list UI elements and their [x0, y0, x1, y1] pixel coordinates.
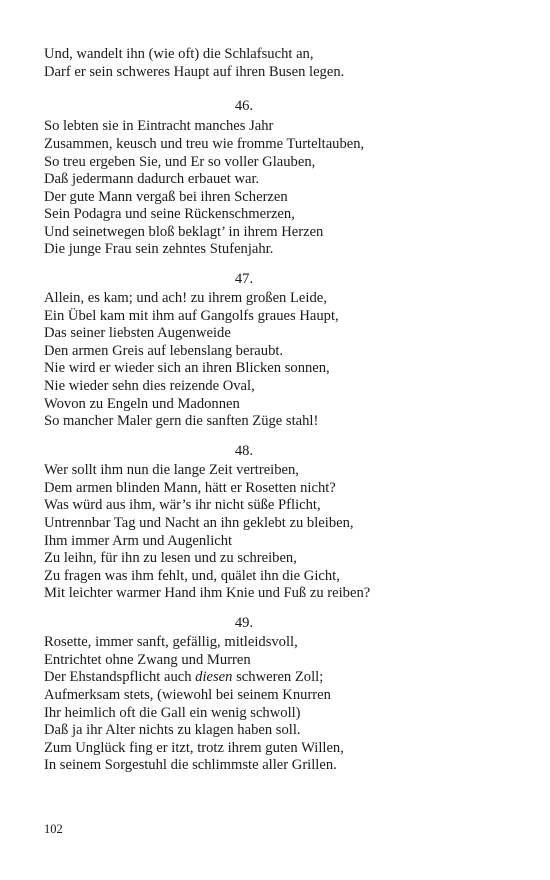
stanza-48-line-7: Zu fragen was ihm fehlt, und, quälet ihn die Gicht,: [44, 568, 340, 584]
stanza-46-line-2: Zusammen, keusch und treu wie fromme Turteltauben,: [44, 136, 365, 152]
stanza-47-line-7: Wovon zu Engeln und Madonnen: [44, 396, 240, 412]
stanza-47-line-1: Allein, es kam; und ach! zu ihrem großen Leide,: [44, 290, 327, 306]
stanza-49-line-5: Ihr heimlich oft die Gall ein wenig schwoll): [44, 705, 301, 721]
stanza-47-line-6: Nie wieder sehn dies reizende Oval,: [44, 378, 255, 394]
stanza-46-line-7: Und seinetwegen bloß beklagt’ in ihrem Herzen: [44, 224, 324, 240]
stanza-47-line-3: Das seiner liebsten Augenweide: [44, 325, 231, 341]
stanza-46-line-3: So treu ergeben Sie, und Er so voller Glauben,: [44, 154, 316, 170]
stanza-49-line-3: [44, 669, 323, 687]
intro-line-1: Und, wandelt ihn (wie oft) die Schlafsucht an,: [44, 46, 314, 62]
stanza-49-line-3-head: Der Ehstandspflicht auch: [44, 669, 192, 685]
stanza-48-line-6: Zu leihn, für ihn zu lesen und zu schreiben,: [44, 550, 297, 566]
stanza-49-line-8: In seinem Sorgestuhl die schlimmste aller Grillen.: [44, 757, 337, 773]
page-number: 102: [44, 822, 63, 836]
stanza-48-line-4: Untrennbar Tag und Nacht an ihn geklebt zu bleiben,: [44, 515, 354, 531]
stanza-48-line-5: Ihm immer Arm und Augenlicht: [44, 533, 233, 549]
intro-line-2: Darf er sein schweres Haupt auf ihren Busen legen.: [44, 64, 345, 80]
stanza-47-line-5: Nie wird er wieder sich an ihren Blicken sonnen,: [44, 360, 330, 376]
stanza-48-line-1: Wer sollt ihm nun die lange Zeit vertreiben,: [44, 462, 299, 478]
stanza-49-line-2: Entrichtet ohne Zwang und Murren: [44, 652, 251, 668]
stanza-49-line-6: Daß ja ihr Alter nichts zu klagen haben soll.: [44, 722, 301, 738]
stanza-48-line-2: Dem armen blinden Mann, hätt er Rosetten nicht?: [44, 480, 336, 496]
stanza-49-line-4: Aufmerksam stets, (wiewohl bei seinem Knurren: [44, 687, 331, 703]
stanza-48-line-8: Mit leichter warmer Hand ihm Knie und Fuß zu reiben?: [44, 585, 371, 601]
stanza-46-line-8: Die junge Frau sein zehntes Stufenjahr.: [44, 241, 274, 257]
stanza-47-line-2: Ein Übel kam mit ihm auf Gangolfs graues Haupt,: [44, 308, 339, 324]
stanza-47-line-4: Den armen Greis auf lebenslang beraubt.: [44, 343, 284, 359]
stanza-46-line-1: So lebten sie in Eintracht manches Jahr: [44, 118, 274, 134]
stanza-49-line-1: Rosette, immer sanft, gefällig, mitleidsvoll,: [44, 634, 298, 650]
stanza-49-line-7: Zum Unglück fing er itzt, trotz ihrem guten Willen,: [44, 740, 344, 756]
stanza-number-49: 49.: [234, 615, 254, 631]
stanza-46-line-6: Sein Podagra und seine Rückenschmerzen,: [44, 206, 295, 222]
stanza-number-48: 48.: [234, 443, 254, 459]
stanza-number-47: 47.: [234, 271, 254, 287]
stanza-46-line-4: Daß jedermann dadurch erbauet war.: [44, 171, 260, 187]
stanza-48-line-3: Was würd aus ihm, wär’s ihr nicht süße Pflicht,: [44, 497, 321, 513]
stanza-46-line-5: Der gute Mann vergaß bei ihren Scherzen: [44, 189, 288, 205]
stanza-49-italic-word: diesen: [195, 669, 233, 685]
stanza-47-line-8: So mancher Maler gern die sanften Züge stahl!: [44, 413, 319, 429]
stanza-49-line-3-tail: schweren Zoll;: [236, 669, 324, 685]
stanza-number-46: 46.: [234, 98, 254, 114]
